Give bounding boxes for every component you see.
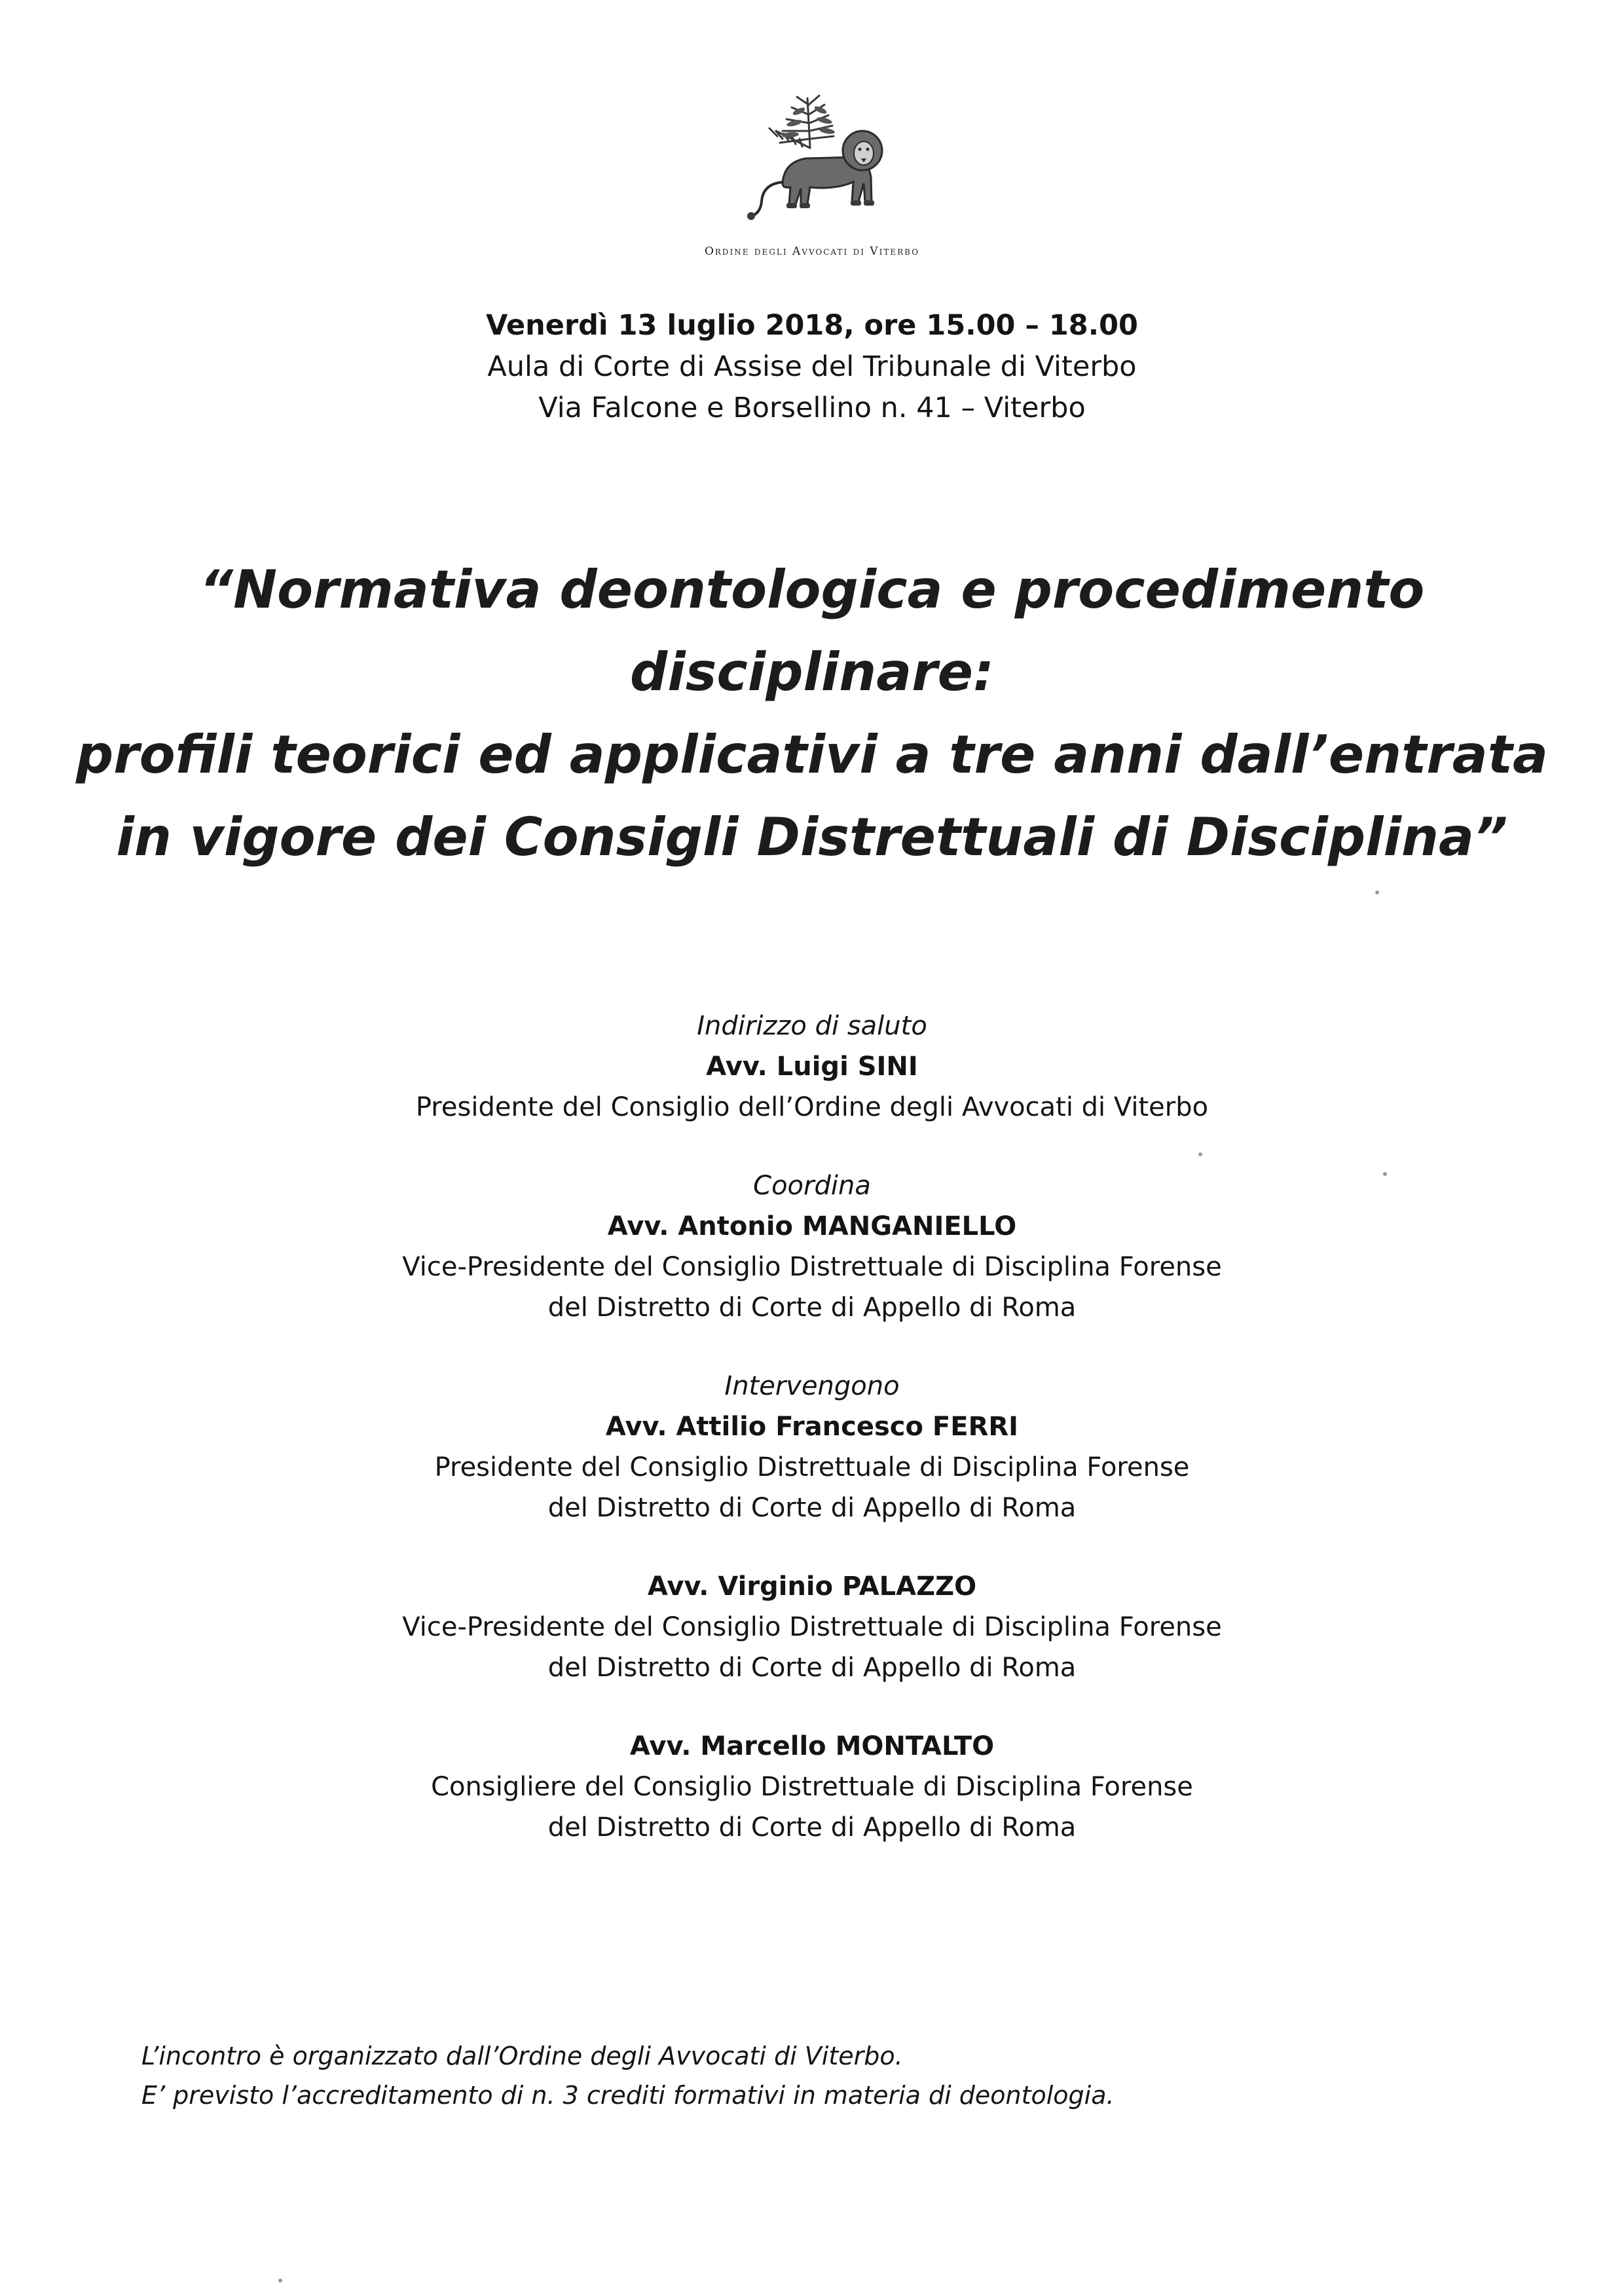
speaker-block-ferri <box>0 1366 1624 1528</box>
speaker-block-palazzo <box>0 1566 1624 1688</box>
speakers-list <box>0 1006 1624 1886</box>
speaker-block-manganiello <box>0 1166 1624 1328</box>
speaker-desc: Consigliere del Consiglio Distrettuale di Disciplina Forense <box>431 1772 1193 1802</box>
scan-speck <box>1383 1172 1387 1176</box>
footer-notes <box>141 2036 1517 2115</box>
speaker-role: Coordina <box>753 1171 871 1201</box>
event-info <box>0 305 1624 429</box>
speaker-name: Avv. Luigi SINI <box>706 1052 918 1082</box>
footer-credits-note: E’ previsto l’accreditamento di n. 3 crediti formativi in materia di deontologia. <box>141 2081 1115 2110</box>
event-date-time: Venerdì 13 luglio 2018, ore 15.00 – 18.00 <box>486 309 1138 342</box>
scan-speck <box>1375 890 1379 894</box>
speaker-role: Intervengono <box>724 1371 900 1401</box>
speaker-desc: Presidente del Consiglio dell’Ordine degli Avvocati di Viterbo <box>415 1092 1209 1122</box>
lion-palm-emblem-icon <box>737 85 907 246</box>
title-line: in vigore dei Consigli Distrettuali di Disciplina” <box>116 807 1508 868</box>
speaker-name: Avv. Antonio MANGANIELLO <box>607 1211 1017 1241</box>
footer-organizer-note: L’incontro è organizzato dall’Ordine degli Avvocati di Viterbo. <box>141 2042 903 2070</box>
speaker-name: Avv. Attilio Francesco FERRI <box>605 1412 1019 1442</box>
speaker-desc: Presidente del Consiglio Distrettuale di Disciplina Forense <box>434 1452 1190 1482</box>
speaker-desc: del Distretto di Corte di Appello di Roma <box>547 1812 1077 1843</box>
scan-speck <box>278 2279 282 2283</box>
speaker-desc: del Distretto di Corte di Appello di Roma <box>547 1293 1077 1323</box>
speaker-name: Avv. Marcello MONTALTO <box>629 1731 995 1761</box>
speaker-desc: del Distretto di Corte di Appello di Roma <box>547 1493 1077 1523</box>
title-line: disciplinare: <box>630 642 994 703</box>
speaker-name: Avv. Virginio PALAZZO <box>647 1571 977 1602</box>
speaker-role: Indirizzo di saluto <box>697 1011 927 1041</box>
event-venue: Aula di Corte di Assise del Tribunale di Viterbo <box>487 350 1137 383</box>
title-line: “Normativa deontologica e procedimento <box>199 559 1425 620</box>
scan-speck <box>1198 1152 1202 1156</box>
event-title <box>0 549 1624 879</box>
speaker-block-montalto <box>0 1726 1624 1848</box>
event-address: Via Falcone e Borsellino n. 41 – Viterbo <box>538 392 1086 424</box>
speaker-desc: Vice-Presidente del Consiglio Distrettuale di Disciplina Forense <box>402 1252 1222 1282</box>
speaker-desc: Vice-Presidente del Consiglio Distrettuale di Disciplina Forense <box>402 1612 1222 1642</box>
speaker-block-sini <box>0 1006 1624 1128</box>
title-line: profili teorici ed applicativi a tre anni dall’entrata <box>75 724 1548 785</box>
speaker-desc: del Distretto di Corte di Appello di Roma <box>547 1653 1077 1683</box>
emblem-caption: Ordine degli Avvocati di Viterbo <box>704 245 920 258</box>
